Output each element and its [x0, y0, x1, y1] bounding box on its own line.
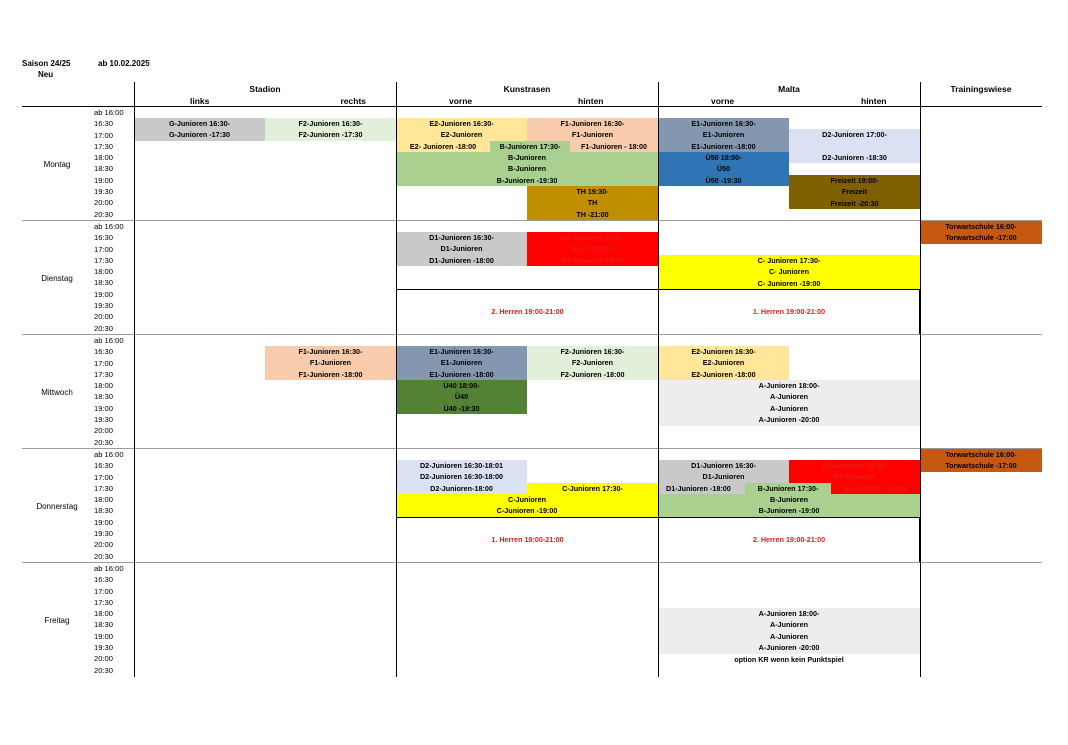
season-label: Saison 24/25: [22, 59, 71, 68]
mi-f1-junioren: F1-Junioren 16:30- F1-Junioren F1-Junioren -18:00: [265, 346, 396, 380]
header-malta-vorne: vorne: [711, 96, 735, 106]
day-montag: Montag: [43, 160, 71, 169]
col-rule-trainingswiese: [920, 82, 921, 677]
do-2-herren: 2. Herren 19:00-21:00: [658, 517, 920, 563]
header-rule: [22, 106, 1042, 107]
header-trainingswiese: Trainingswiese: [950, 84, 1012, 94]
times-montag: ab 16:00 16:30 17:00 17:30 18:00 18:30 19:00 19:30 20:00 20:30: [94, 108, 124, 219]
header-kunstrasen: Kunstrasen: [503, 84, 551, 94]
header-malta: Malta: [778, 84, 800, 94]
mo-b-junioren-start: B-Junioren 17:30-: [490, 141, 570, 152]
fr-note: option KR wenn kein Punktspiel: [734, 655, 844, 664]
rule-dienstag-mittwoch: [22, 334, 1042, 335]
mo-freizeit: Freizeit 19:00- Freizeit Freizeit -20:30: [789, 175, 920, 209]
header-stadion: Stadion: [249, 84, 281, 94]
mi-e1-junioren: E1-Junioren 16:30- E1-Junioren E1-Junioren -18:00: [396, 346, 527, 380]
do-c-junioren-start: C-Junioren 17:30-: [527, 483, 658, 494]
header-stadion-links: links: [190, 96, 210, 106]
times-mittwoch: ab 16:00 16:30 17:00 17:30 18:00 18:30 19:00 19:30 20:00 20:30: [94, 336, 124, 447]
do-b-junioren-start: B-Junioren 17:30-: [745, 483, 831, 494]
do-d2-junioren: D2-Junioren 16:30-18:01 D2-Junioren 16:30-18:00 D2-Junioren-18:00: [396, 460, 527, 494]
do-1-herren: 1. Herren 19:00-21:00: [396, 517, 659, 563]
di-d3-junioren: D3-Junioren 16:30- D3-Junioren D3-Junioren-18:00: [527, 232, 658, 266]
mo-ue50: Ü50 18:00- Ü50 Ü50 -19:30: [658, 152, 789, 186]
do-torwartschule: Torwartschule 16:00- Torwartschule -17:00: [920, 449, 1042, 472]
mo-f1-junioren-end: F1-Junioren - 18:00: [570, 141, 658, 152]
times-dienstag: ab 16:00 16:30 17:00 17:30 18:00 18:30 19:00 19:30 20:00 20:30: [94, 222, 124, 333]
mi-a-junioren: A-Junioren 18:00- A-Junioren A-Junioren A-Junioren -20:00: [658, 380, 920, 426]
di-2-herren: 2. Herren 19:00-21:00: [396, 289, 659, 335]
do-d3-junioren: D3-Junioren 16:30- D3-Junioren: [789, 460, 920, 483]
col-rule-malta: [658, 82, 659, 677]
do-c-junioren: C-Junioren C-Junioren -19:00: [396, 494, 658, 517]
header-malta-hinten: hinten: [861, 96, 887, 106]
di-torwartschule: Torwartschule 16:00- Torwartschule -17:00: [920, 221, 1042, 244]
day-mittwoch: Mittwoch: [41, 388, 73, 397]
col-rule-stadion: [134, 82, 135, 677]
day-freitag: Freitag: [44, 616, 70, 625]
mo-e2-junioren: E2-Junioren 16:30- E2-Junioren: [396, 118, 527, 141]
mo-e2-junioren-end: E2- Junioren -18:00: [396, 141, 490, 152]
mi-ue40: Ü40 18:00- Ü40 Ü40 -19:30: [396, 380, 527, 414]
mo-f1-junioren: F1-Junioren 16:30- F1-Junioren: [527, 118, 658, 141]
mo-b-junioren: B-Junioren B-Junioren B-Junioren -19:30: [396, 152, 658, 186]
col-rule-kunstrasen: [396, 82, 397, 677]
rule-mittwoch-donnerstag: [22, 448, 1042, 449]
mo-e1-junioren: E1-Junioren 16:30- E1-Junioren E1-Junioren -18:00: [658, 118, 789, 152]
mo-g-junioren: G-Junioren 16:30- G-Junioren -17:30: [134, 118, 265, 141]
header-stadion-rechts: rechts: [340, 96, 366, 106]
di-d1-junioren: D1-Junioren 16:30- D1-Junioren D1-Junioren -18:00: [396, 232, 527, 266]
mi-e2-junioren: E2-Junioren 16:30- E2-Junioren E2-Junioren -18:00: [658, 346, 789, 380]
do-d3-junioren-end: D3-Junioren -18:00: [831, 483, 920, 494]
mo-f2-junioren: F2-Junioren 16:30- F2-Junioren -17:30: [265, 118, 396, 141]
fr-a-junioren: A-Junioren 18:00- A-Junioren A-Junioren A-Junioren -20:00: [658, 608, 920, 654]
mo-th: TH 19:30- TH TH -21:00: [527, 186, 658, 220]
mi-f2-junioren: F2-Junioren 16:30- F2-Junioren F2-Junioren -18:00: [527, 346, 658, 380]
new-label: Neu: [38, 70, 54, 79]
day-dienstag: Dienstag: [41, 274, 73, 283]
do-b-junioren: B-Junioren B-Junioren -19:00: [658, 494, 920, 517]
do-d1-junioren: D1-Junioren 16:30- D1-Junioren D1-Junioren -18:00: [658, 460, 789, 494]
times-freitag: ab 16:00 16:30 17:00 17:30 18:00 18:30 19:00 19:30 20:00 20:30: [94, 564, 124, 675]
header-kunstrasen-vorne: vorne: [449, 96, 473, 106]
di-1-herren: 1. Herren 19:00-21:00: [658, 289, 920, 335]
di-c-junioren: C- Junioren 17:30- C- Junioren C- Junioren -19:00: [658, 255, 920, 289]
rule-montag-dienstag: [22, 220, 1042, 221]
valid-from-label: ab 10.02.2025: [98, 59, 150, 68]
mo-d2-junioren: D2-Junioren 17:00- D2-Junioren -18:30: [789, 129, 920, 163]
rule-donnerstag-freitag: [22, 562, 1042, 563]
header-kunstrasen-hinten: hinten: [578, 96, 604, 106]
times-donnerstag: ab 16:00 16:30 17:00 17:30 18:00 18:30 19:00 19:30 20:00 20:30: [94, 450, 124, 561]
day-donnerstag: Donnerstag: [36, 502, 78, 511]
